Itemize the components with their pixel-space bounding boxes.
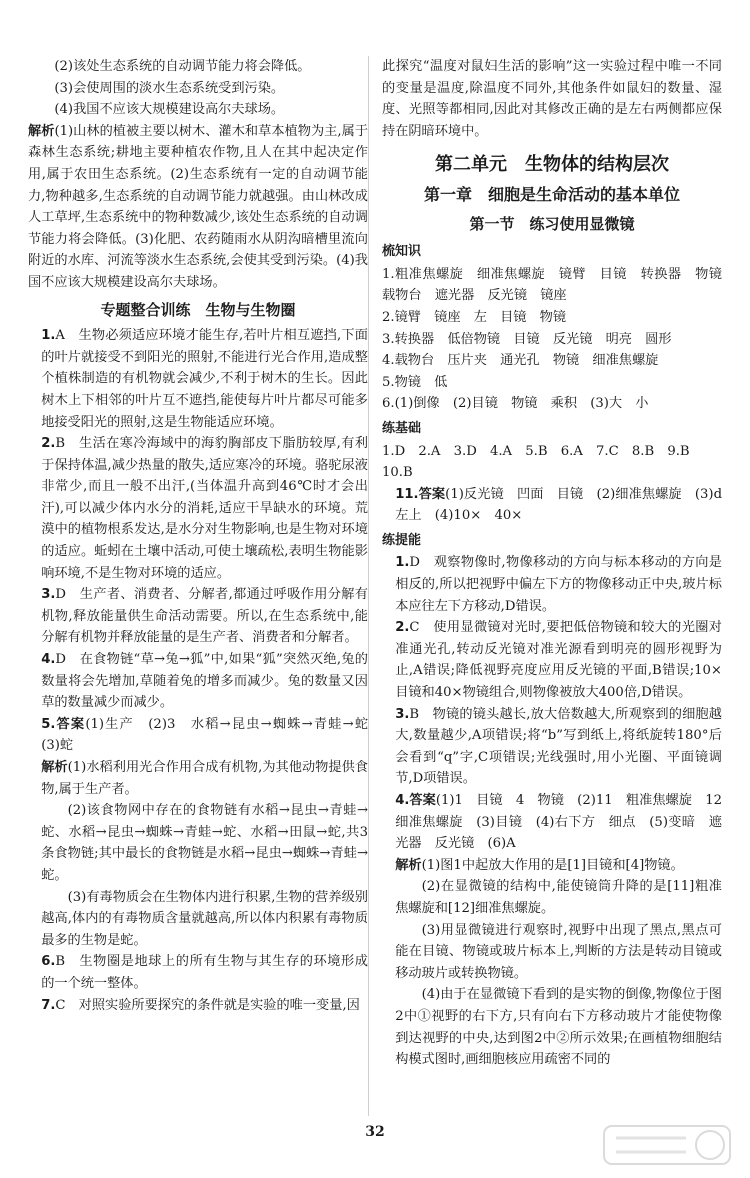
question-item: 3.B 物镜的镜头越长,放大倍数越大,所观察到的细胞越大,数量越少,A项错误;将“b”写到纸上,将纸旋转180°后会看到“q”字,C项错误;光线强时,用小光圈、平面镜调节,D项错误。 xyxy=(395,706,722,787)
explanation-paragraph: 解析(1)水稻利用光合作用合成有机物,为其他动物提供食物,属于生产者。 xyxy=(41,760,369,797)
answer-row: 10.B xyxy=(382,465,413,481)
question-item: 2.B 生活在寒冷海域中的海豹胸部皮下脂肪较厚,有利于保持体温,减少热量的散失,适应寒冷的环境。骆驼尿液非常少,而且一般不出汗,(当体温升高到46℃时才会出汗),可以减少体内水分的消耗,适应干旱缺水的环境。荒漠中的植物根系发达,是水分对生物影响,也是生物对环境的适应。蚯蚓在土壤中活动,可使土壤疏松,表明生物能影响环境,不是生物对环境的适应。 xyxy=(41,436,368,581)
question-item: 4.D 在食物链“草→兔→狐”中,如果“狐”突然灭绝,兔的数量将会先增加,草随着兔的增多而减少。兔的数量又因草的数量减少而减少。 xyxy=(41,652,368,711)
lian-jichu-label: 练基础 xyxy=(382,420,422,436)
shu-zhishi-label: 梳知识 xyxy=(382,244,422,260)
topic-title: 专题整合训练 生物与生物圈 xyxy=(100,300,296,319)
jiexi-label: 解析 xyxy=(28,123,55,139)
knowledge-item: 2.镜臂 镜座 左 目镜 物镜 xyxy=(382,309,567,325)
question-item: 7.C 对照实验所要探究的条件就是实验的唯一变量,因 xyxy=(41,997,360,1013)
knowledge-item: 1.粗准焦螺旋 细准焦螺旋 镜臂 目镜 转换器 物镜 载物台 遮光器 反光镜 镜座 xyxy=(382,266,736,304)
section-title: 第一节 练习使用显微镜 xyxy=(469,214,635,233)
explanation-paragraph: (2)该食物网中存在的食物链有水稻→昆虫→青蛙→蛇、水稻→昆虫→蜘蛛→青蛙→蛇、水稻→田鼠→蛇,共3条食物链;其中最长的食物链是水稻→昆虫→蜘蛛→青蛙→蛇。 xyxy=(41,803,368,883)
right-column xyxy=(382,56,736,1071)
knowledge-item: 5.物镜 低 xyxy=(382,374,448,390)
question-item: 2.C 使用显微镜对光时,要把低倍物镜和较大的光圈对准通光孔,转动反光镜对准光源看到明亮的圆形视野为止,A错误;降低视野亮度应用反光镜的平面,B错误;10×目镜和40×物镜组合,则物像被放大400倍,D错误。 xyxy=(395,620,722,701)
column-divider xyxy=(368,56,369,1116)
knowledge-item: 4.载物台 压片夹 通光孔 物镜 细准焦螺旋 xyxy=(382,353,659,369)
explanation-paragraph: 解析(1)图1中起放大作用的是[1]目镜和[4]物镜。 xyxy=(395,857,684,873)
unit-title: 第二单元 生物体的结构层次 xyxy=(435,154,669,176)
explanation-paragraph: (2)在显微镜的结构中,能使镜筒升降的是[11]粗准焦螺旋和[12]细准焦螺旋。 xyxy=(395,879,722,916)
explanation-paragraph: (4)由于在显微镜下看到的是实物的倒像,物像位于图2中①视野的右下方,只有向右下方移动玻片才能使物像到达视野的中央,达到图2中②所示效果;在画植物细胞结构模式图时,画细胞核应用疏密不同的 xyxy=(395,987,722,1068)
chapter-title: 第一章 细胞是生命活动的基本单位 xyxy=(423,184,680,204)
question-item: 3.D 生产者、消费者、分解者,都通过呼吸作用分解有机物,释放能量供生命活动需要。所以,在生态系统中,能分解有机物并释放能量的是生产者、消费者和分解者。 xyxy=(41,587,368,646)
question-item: 4.答案(1)1 目镜 4 物镜 (2)11 粗准焦螺旋 12 细准焦螺旋 (3)目镜 (4)右下方 细点 (5)变暗 遮光器 反光镜 (6)A xyxy=(395,793,736,852)
question-item: 1.D 观察物像时,物像移动的方向与标本移动的方向是相反的,所以把视野中偏左下方的物像移动正中央,玻片标本应往左下方移动,D错误。 xyxy=(395,555,722,614)
explanation-paragraph: 解析(1)山林的植被主要以树木、灌木和草本植物为主,属于森林生态系统;耕地主要种植农作物,且人在其中起决定作用,属于农田生态系统。(2)生态系统有一定的自动调节能力,物种越多,生态系统的自动调节能力就越强。由山林改成人工草坪,生态系统中的物种数减少,该处生态系统的自动调节能力将会降低。(3)化肥、农药随雨水从阴沟暗槽里流向附近的水库、河流等淡水生态系统,会使其受到污染。(4)我国不应该大规模建设高尔夫球场。 xyxy=(28,123,369,290)
question-item: 6.B 生物圈是地球上的所有生物与其生存的环境形成的一个统一整体。 xyxy=(41,954,368,991)
watermark-logo xyxy=(602,1122,732,1168)
page-number: 32 xyxy=(365,1124,385,1140)
answer-line: (3)会使周围的淡水生态系统受到污染。 xyxy=(54,80,285,96)
answer-line: (4)我国不应该大规模建设高尔夫球场。 xyxy=(54,102,285,118)
explanation-paragraph: (3)有毒物质会在生物体内进行积累,生物的营养级别越高,体内的有毒物质含量就越高,所以体内积累有毒物质最多的生物是蛇。 xyxy=(41,889,368,948)
continued-paragraph: 此探究“温度对鼠妇生活的影响”这一实验过程中唯一不同的变量是温度,除温度不同外,其他条件如鼠妇的数量、湿度、光照等都相同,因此对其修改正确的是左右两侧都应保持在阴暗环境中。 xyxy=(382,59,722,139)
lian-tineng-label: 练提能 xyxy=(382,532,422,548)
question-item: 1.A 生物必须适应环境才能生存,若叶片相互遮挡,下面的叶片就接受不到阳光的照射,不能进行光合作用,造成整个植株制造的有机物就会减少,不利于树木的生长。因此树木上下相邻的叶片互不遮挡,能使每片叶片都尽可能多地接受阳光的照射,这是生物能适应环境。 xyxy=(41,328,368,430)
question-item: 5.答案(1)生产 (2)3 水稻→昆虫→蜘蛛→青蛙→蛇 (3)蛇 xyxy=(41,716,382,754)
answer-line: (2)该处生态系统的自动调节能力将会降低。 xyxy=(54,59,311,74)
knowledge-item: 3.转换器 低倍物镜 目镜 反光镜 明亮 圆形 xyxy=(382,331,672,347)
left-column xyxy=(28,56,382,1016)
knowledge-item: 6.(1)倒像 (2)目镜 物镜 乘积 (3)大 小 xyxy=(382,396,649,412)
explanation-paragraph: (3)用显微镜进行观察时,视野中出现了黑点,黑点可能在目镜、物镜或玻片标本上,判断的方法是转动目镜或移动玻片或转换物镜。 xyxy=(395,922,722,981)
answer-row: 1.D 2.A 3.D 4.A 5.B 6.A 7.C 8.B 9.B xyxy=(382,443,690,459)
question-item: 11.答案(1)反光镜 凹面 目镜 (2)细准焦螺旋 (3)d 左上 (4)10× 40× xyxy=(395,486,736,524)
watermark-logo-icon xyxy=(602,1122,732,1168)
